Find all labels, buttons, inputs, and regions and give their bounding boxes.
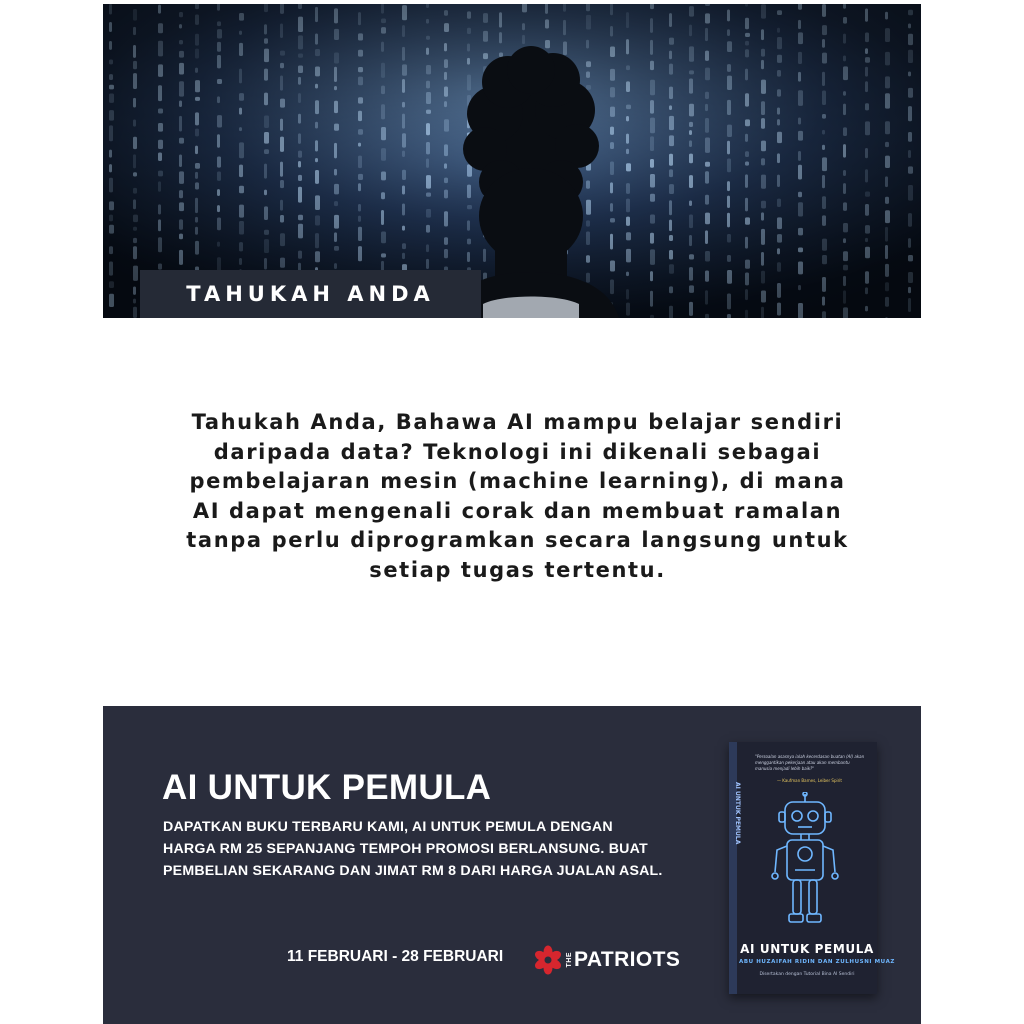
brand-prefix: THE	[566, 952, 573, 968]
promo-title: AI UNTUK PEMULA	[162, 768, 492, 807]
promo-description: DAPATKAN BUKU TERBARU KAMI, AI UNTUK PEMULA DENGAN HARGA RM 25 SEPANJANG TEMPOH PROMOSI BERLANSUNG. BUAT PEMBELIAN SEKARANG DAN JIMAT RM 8 DARI HARGA JUALAN ASAL.	[163, 819, 663, 879]
book-quote-author: — Kaufman Barnes, Leiber Spirit	[777, 778, 842, 783]
hero-banner	[103, 4, 921, 318]
hero-tag-label: TAHUKAH ANDA	[186, 282, 435, 306]
robot-icon	[765, 792, 845, 932]
hero-tag	[140, 270, 481, 318]
promo-dates: 11 FEBRUARI - 28 FEBRUARI	[287, 948, 504, 965]
book-footer: Disertakan dengan Tutorial Bina AI Sendiri	[759, 972, 855, 977]
fact-paragraph: Tahukah Anda, Bahawa AI mampu belajar sendiri daripada data? Teknologi ini dikenali sebagai pembelajaran mesin (machine learning), di mana AI dapat mengenali corak dan membuat ramalan tanpa perlu diprogramkan secara langsung untuk setiap tugas tertentu.	[186, 410, 849, 582]
book-spine	[729, 742, 737, 994]
book-quote: "Persoalan asasnya ialah kecerdasan buatan (AI) akan menggantikan pekerjaan atau akan membantu manusia menjadi lebih baik?"	[755, 754, 865, 771]
promo-panel	[103, 706, 921, 1024]
book-cover[interactable]	[729, 742, 896, 994]
book-authors: ABU HUZAIFAH RIDIN DAN ZULHUSNI MUAZ	[739, 959, 896, 965]
brand-name: PATRIOTS	[574, 948, 681, 971]
brand-logo[interactable]	[533, 944, 680, 976]
patriots-flower-icon	[533, 945, 563, 975]
book-spine-title: AI UNTUK PEMULA	[734, 782, 741, 845]
book-title: AI UNTUK PEMULA	[740, 942, 874, 956]
